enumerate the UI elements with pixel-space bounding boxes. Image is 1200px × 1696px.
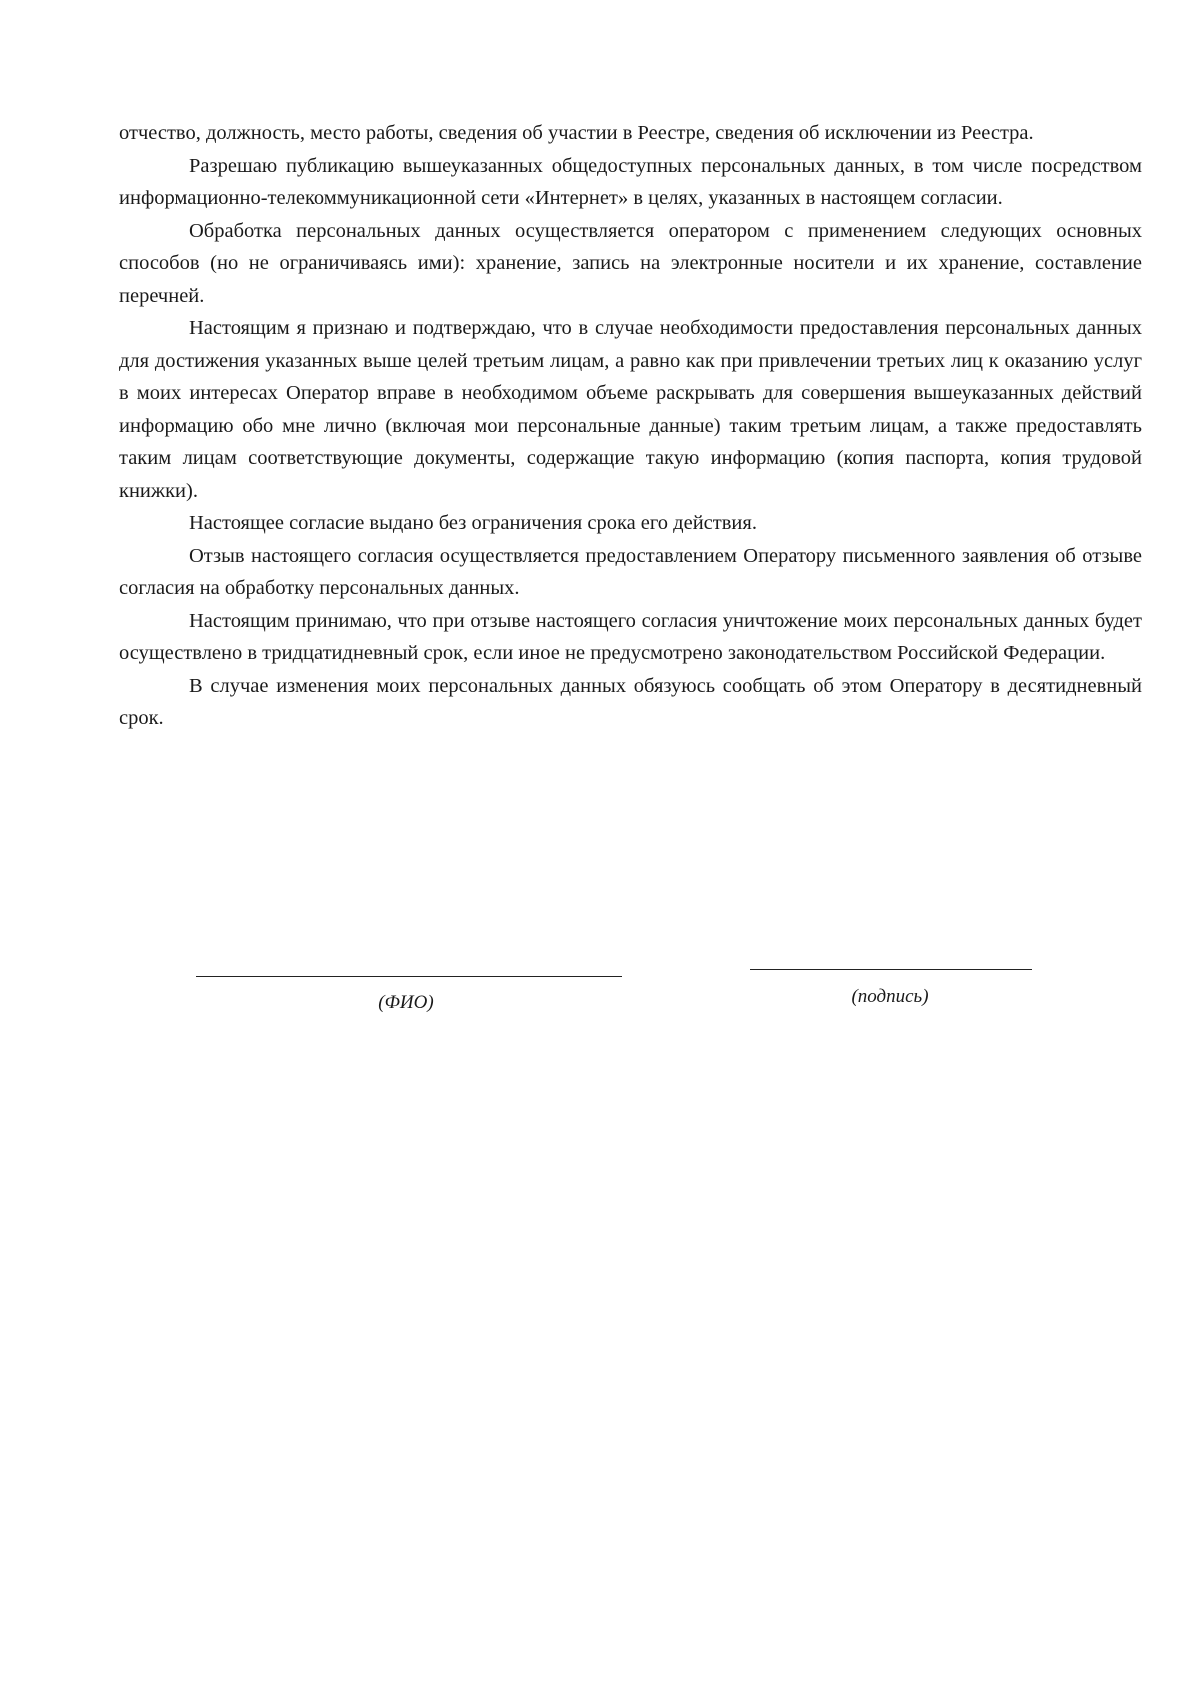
signature-line bbox=[750, 969, 1032, 970]
paragraph-change-notification: В случае изменения моих персональных данных обязуюсь сообщать об этом Оператору в десятидневный срок. bbox=[119, 674, 1142, 729]
paragraph-revocation: Отзыв настоящего согласия осуществляется предоставлением Оператору письменного заявления об отзыве согласия на обработку персональных данных. bbox=[119, 544, 1142, 599]
paragraph-processing-methods: Обработка персональных данных осуществляется оператором с применением следующих основных способов (но не ограничиваясь ими): хранение, запись на электронные носители и их хранение, составление перечней. bbox=[119, 219, 1142, 307]
consent-body bbox=[119, 117, 1142, 735]
paragraph-publication-permission: Разрешаю публикацию вышеуказанных общедоступных персональных данных, в том числе посредством информационно-телекоммуникационной сети «Интернет» в целях, указанных в настоящем согласии. bbox=[119, 154, 1142, 209]
name-caption: (ФИО) bbox=[378, 992, 434, 1013]
paragraph-validity-term: Настоящее согласие выдано без ограничения срока его действия. bbox=[189, 512, 757, 534]
signature-caption: (подпись) bbox=[851, 986, 929, 1007]
paragraph-third-party-disclosure: Настоящим я признаю и подтверждаю, что в случае необходимости предоставления персональных данных для достижения указанных выше целей третьим лицам, а равно как при привлечении третьих лиц к оказанию услуг в моих интересах Оператор вправе в необходимом объеме раскрывать для совершения вышеуказанных действий информацию обо мне лично (включая мои персональные данные) таким третьим лицам, а также предоставлять таким лицам соответствующие документы, содержащие такую информацию (копия паспорта, копия трудовой книжки). bbox=[119, 317, 1142, 502]
paragraph-personal-data-list: отчество, должность, место работы, сведения об участии в Реестре, сведения об исключении из Реестра. bbox=[119, 122, 1034, 144]
name-signature-line bbox=[196, 976, 622, 977]
paragraph-data-destruction: Настоящим принимаю, что при отзыве настоящего согласия уничтожение моих персональных данных будет осуществлено в тридцатидневный срок, если иное не предусмотрено законодательством Российской Федерации. bbox=[119, 609, 1142, 664]
